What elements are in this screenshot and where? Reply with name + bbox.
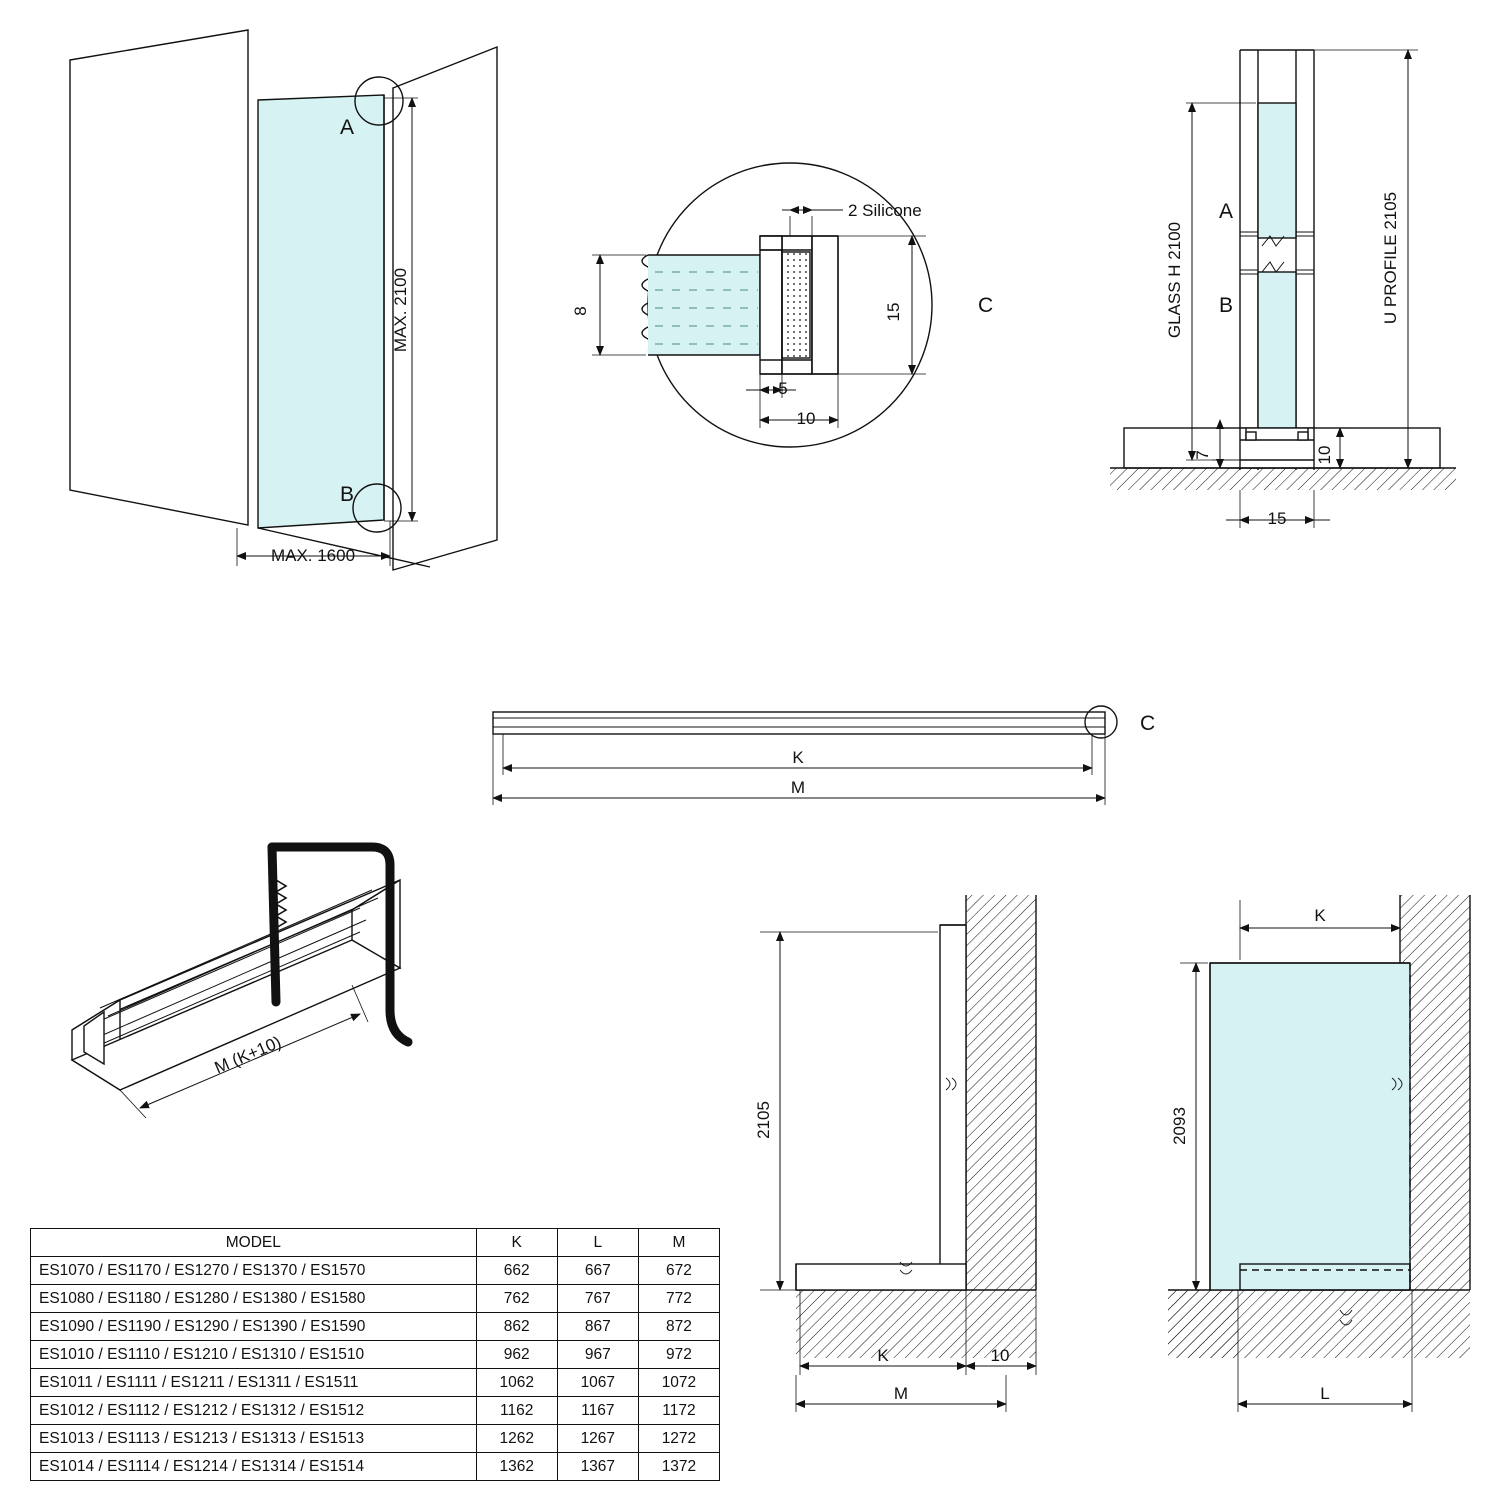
- cell-k: 762: [476, 1285, 557, 1313]
- table-row: [31, 1257, 720, 1285]
- table-header-row: [31, 1229, 720, 1257]
- label-b-section: B: [1219, 294, 1234, 317]
- cell-k: 862: [476, 1313, 557, 1341]
- dim-profile-15: 15: [884, 302, 903, 322]
- dim-max-1600: MAX. 1600: [270, 546, 356, 565]
- cell-k: 1262: [476, 1425, 557, 1453]
- view-glass-section: [1168, 895, 1470, 1412]
- cell-m: 972: [638, 1341, 719, 1369]
- dim-max-2100: MAX. 2100: [391, 267, 410, 353]
- cell-l: 767: [557, 1285, 638, 1313]
- cell-l: 1267: [557, 1425, 638, 1453]
- table-row: [31, 1425, 720, 1453]
- callout-c-detail: C: [978, 294, 994, 317]
- dim-outer-10: 10: [796, 409, 816, 428]
- cell-l: 867: [557, 1313, 638, 1341]
- dim-wall-m: M: [893, 1384, 909, 1403]
- col-header-m: M: [638, 1229, 719, 1257]
- cell-k: 662: [476, 1257, 557, 1285]
- cell-model: ES1080 / ES1180 / ES1280 / ES1380 / ES1580: [31, 1285, 477, 1313]
- dim-wall-k: K: [877, 1346, 889, 1365]
- dim-iso-m: M (K+10): [211, 1032, 284, 1078]
- cell-model: ES1011 / ES1111 / ES1211 / ES1311 / ES1511: [31, 1369, 477, 1397]
- table-row: [31, 1341, 720, 1369]
- cell-k: 962: [476, 1341, 557, 1369]
- cell-model: ES1014 / ES1114 / ES1214 / ES1314 / ES1514: [31, 1453, 477, 1481]
- cell-m: 772: [638, 1285, 719, 1313]
- view-panel-3d: [70, 30, 497, 570]
- label-silicone: 2 Silicone: [848, 201, 922, 220]
- cell-model: ES1090 / ES1190 / ES1290 / ES1390 / ES1590: [31, 1313, 477, 1341]
- cell-m: 672: [638, 1257, 719, 1285]
- col-header-k: K: [476, 1229, 557, 1257]
- table-row: [31, 1453, 720, 1481]
- model-table-wrap: [30, 1228, 720, 1481]
- view-vertical-section: [1110, 50, 1456, 528]
- table-row: [31, 1313, 720, 1341]
- dim-bar-m: M: [790, 778, 806, 797]
- cell-k: 1162: [476, 1397, 557, 1425]
- dim-glass-k: K: [1314, 906, 1326, 925]
- cell-m: 1372: [638, 1453, 719, 1481]
- dim-wall-10: 10: [990, 1346, 1010, 1365]
- dim-base-15: 15: [1267, 509, 1287, 528]
- dim-glass-2093: 2093: [1170, 1107, 1189, 1145]
- cell-m: 1172: [638, 1397, 719, 1425]
- label-a-panel: A: [340, 116, 355, 139]
- dim-wall-2105: 2105: [754, 1101, 773, 1139]
- callout-c-bar: C: [1140, 712, 1156, 735]
- cell-model: ES1013 / ES1113 / ES1213 / ES1313 / ES1513: [31, 1425, 477, 1453]
- cell-l: 667: [557, 1257, 638, 1285]
- dim-glass-h-2100: GLASS H 2100: [1165, 221, 1184, 339]
- dim-glass-l: L: [1320, 1384, 1330, 1403]
- cell-l: 967: [557, 1341, 638, 1369]
- dim-inner-5: 5: [778, 379, 788, 398]
- label-a-section: A: [1219, 200, 1234, 223]
- cell-l: 1067: [557, 1369, 638, 1397]
- cell-m: 872: [638, 1313, 719, 1341]
- view-wall-section: [760, 895, 1036, 1412]
- cell-model: ES1012 / ES1112 / ES1212 / ES1312 / ES1512: [31, 1397, 477, 1425]
- cell-k: 1362: [476, 1453, 557, 1481]
- dim-u-profile-2105: U PROFILE 2105: [1381, 191, 1400, 325]
- dim-bar-k: K: [792, 748, 804, 767]
- col-header-l: L: [557, 1229, 638, 1257]
- cell-m: 1072: [638, 1369, 719, 1397]
- dim-glass-8: 8: [571, 306, 590, 316]
- table-row: [31, 1397, 720, 1425]
- cell-model: ES1010 / ES1110 / ES1210 / ES1310 / ES1510: [31, 1341, 477, 1369]
- label-b-panel: B: [340, 483, 355, 506]
- table-row: [31, 1285, 720, 1313]
- model-table: [30, 1228, 720, 1481]
- cell-l: 1367: [557, 1453, 638, 1481]
- cell-model: ES1070 / ES1170 / ES1270 / ES1370 / ES1570: [31, 1257, 477, 1285]
- cell-m: 1272: [638, 1425, 719, 1453]
- table-row: [31, 1369, 720, 1397]
- dim-base-7: 7: [1193, 450, 1212, 460]
- cell-l: 1167: [557, 1397, 638, 1425]
- dim-base-10: 10: [1315, 445, 1334, 465]
- col-header-model: MODEL: [31, 1229, 477, 1257]
- cell-k: 1062: [476, 1369, 557, 1397]
- view-profile-iso: [72, 847, 408, 1118]
